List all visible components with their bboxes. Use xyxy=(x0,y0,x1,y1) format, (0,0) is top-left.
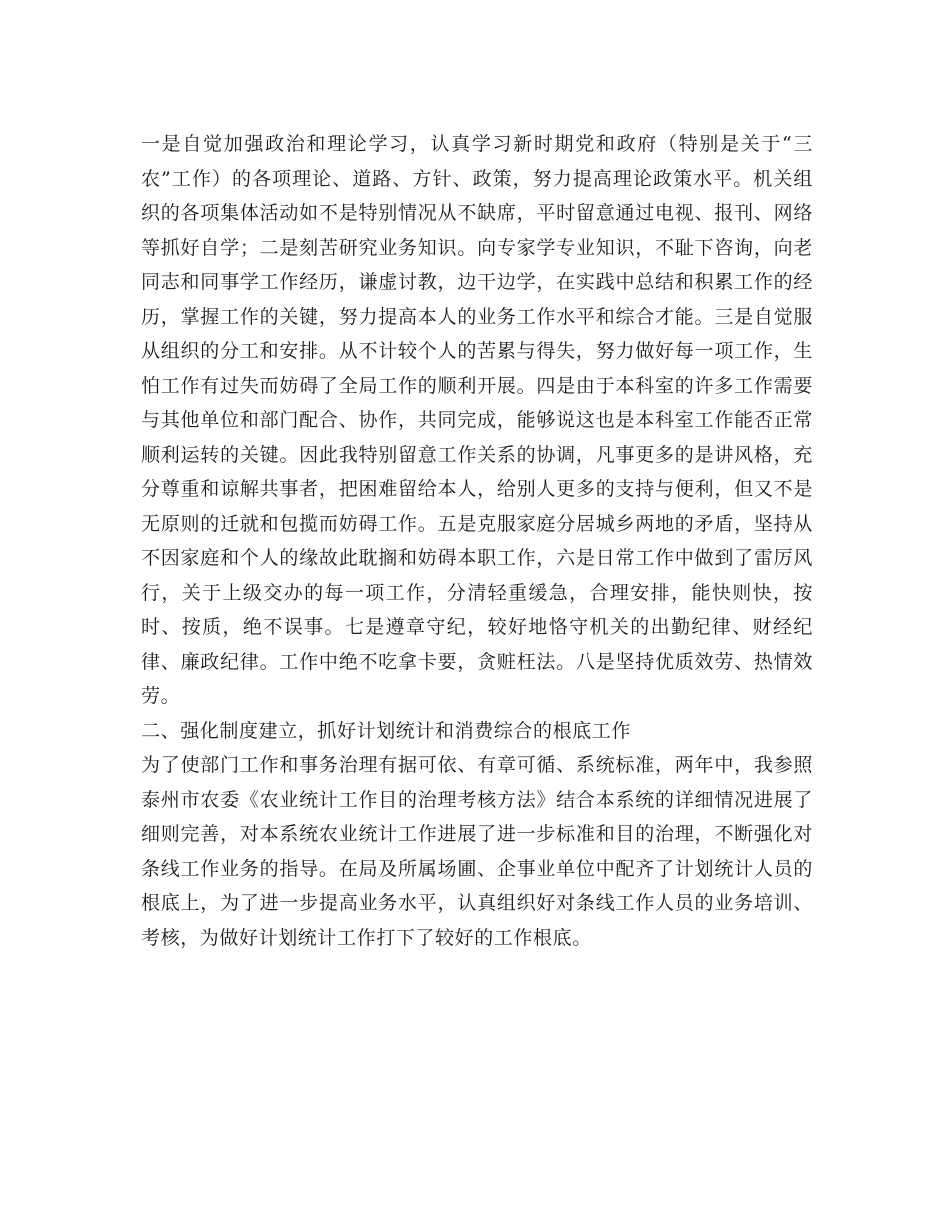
section-heading-2: 二、强化制度建立，抓好计划统计和消费综合的根底工作 xyxy=(141,719,632,742)
paragraph-statistics-work: 为了使部门工作和事务治理有据可依、有章可循、系统标准，两年中，我参照泰州市农委《农业统计工作目的治理考核方法》结合本系统的详细情况进展了细则完善，对本系统农业统计工作进展了进一步标准和目的治理，不断强化对条线工作业务的指导。在局及所属场圃、企事业单位中配齐了计划统计人员的根底上，为了进一步提高业务水平，认真组织好对条线工作人员的业务培训、考核，为做好计划统计工作打下了较好的工作根底。 xyxy=(141,754,813,949)
paragraph-work-attitude: 一是自觉加强政治和理论学习，认真学习新时期党和政府（特别是关于“三农”工作）的各项理论、道路、方针、政策，努力提高理论政策水平。机关组织的各项集体活动如不是特别情况从不缺席，平时留意通过电视、报刊、网络等抓好自学；二是刻苦研究业务知识。向专家学专业知识，不耻下咨询，向老同志和同事学工作经历，谦虚讨教，边干边学，在实践中总结和积累工作的经历，掌握工作的关键，努力提高本人的业务工作水平和综合才能。三是自觉服从组织的分工和安排。从不计较个人的苦累与得失，努力做好每一项工作，生怕工作有过失而妨碍了全局工作的顺利开展。四是由于本科室的许多工作需要与其他单位和部门配合、协作，共同完成，能够说这也是本科室工作能否正常顺利运转的关键。因此我特别留意工作关系的协调，凡事更多的是讲风格，充分尊重和谅解共事者，把困难留给本人，给别人更多的支持与便利，但又不是无原则的迁就和包揽而妨碍工作。五是克服家庭分居城乡两地的矛盾，坚持从不因家庭和个人的缘故此耽搁和妨碍本职工作，六是日常工作中做到了雷厉风行，关于上级交办的每一项工作，分清轻重缓急，合理安排，能快则快，按时、按质，绝不误事。七是遵章守纪，较好地恪守机关的出勤纪律、财经纪律、廉政纪律。工作中绝不吃拿卡要，贪赃枉法。八是坚持优质效劳、热情效劳。 xyxy=(141,133,813,707)
document-body xyxy=(141,127,813,955)
